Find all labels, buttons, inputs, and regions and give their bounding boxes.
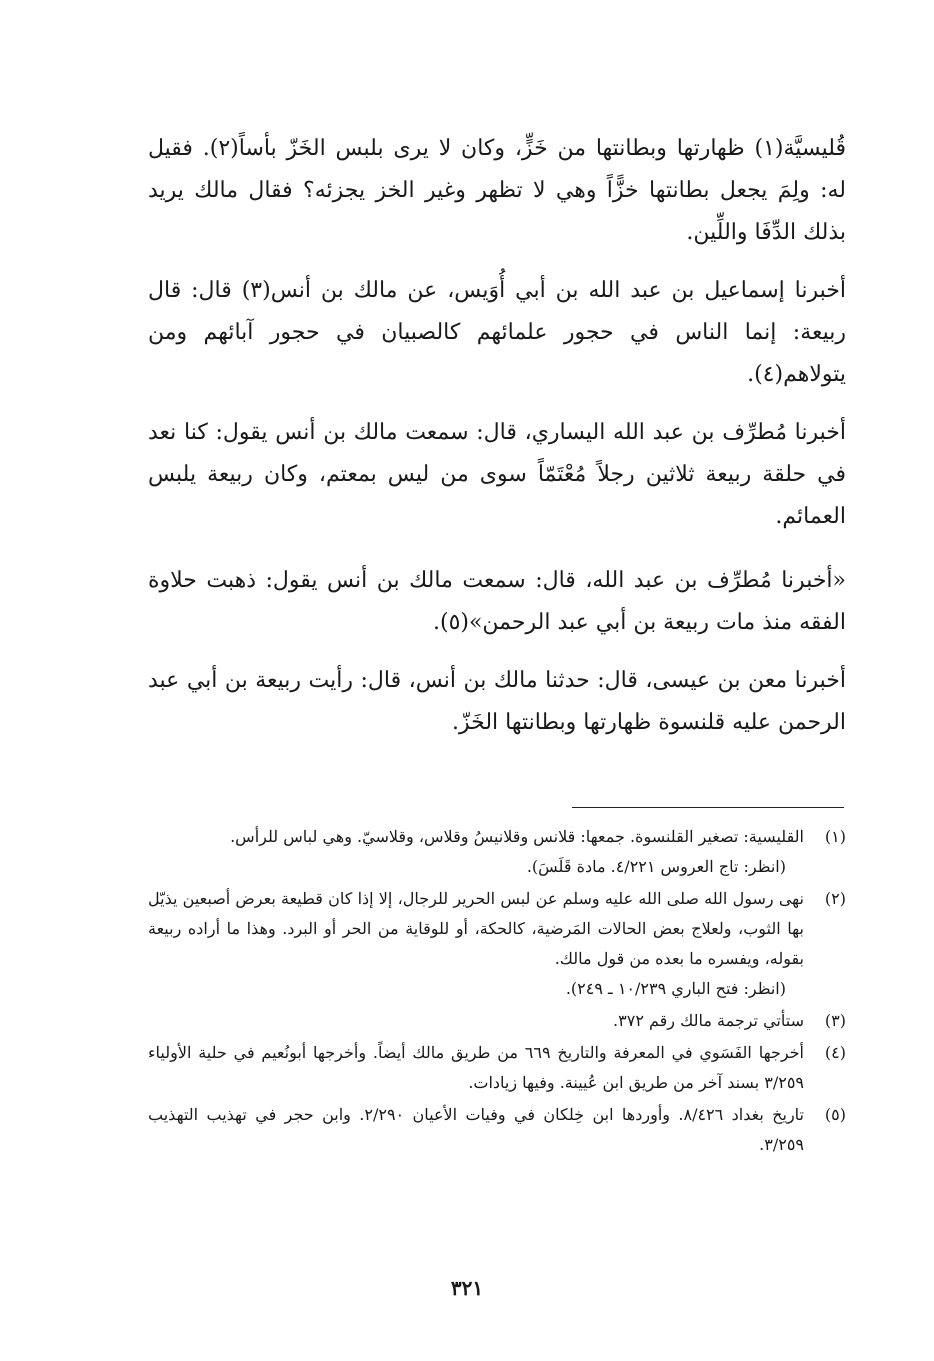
footnote-number: (٥) xyxy=(824,1105,846,1124)
footnote-5 xyxy=(148,1100,846,1160)
footnotes xyxy=(148,822,846,1162)
footnote-text: أخرجها الفَسَوي في المعرفة والتاريخ ٦٦٩ من طريق مالك أيضاً. وأخرجها أبونُعيم في حلية الأولياء ٣/٢٥٩ بسند آخر من طريق ابن عُيينة. وفيها زيادات. xyxy=(148,1043,804,1092)
paragraph-1: قُليسيَّة(١) ظهارتها وبطانتها من خَزٍّ، وكان لا يرى بلبس الخَزّ بأساً(٢). فقيل له: ولِمَ يجعل بطانتها خزًّاً وهي لا تظهر وغير الخز يجزئه؟ فقال مالك يريد بذلك الدِّفَا واللِّين. xyxy=(148,136,847,245)
paragraph-2: أخبرنا إسماعيل بن عبد الله بن أبي أُوَيس، عن مالك بن أنس(٣) قال: قال ربيعة: إنما الناس في حجور علمائهم كالصبيان في حجور آبائهم ومن يتولاهم(٤). xyxy=(148,278,846,387)
footnote-number: (١) xyxy=(824,827,846,846)
footnote-text: نهى رسول الله صلى الله عليه وسلم عن لبس الحرير للرجال، إلا إذا كان قطيعة بعرض أصبعين يذيّل بها الثوب، ولعلاج بعض الحالات المَرضية، كالحكة، أو للوقاية من الحر أو البرد. وهذا ما أراده ربيعة بقوله، ويفسره ما بعده من قول مالك. xyxy=(148,889,804,968)
footnote-text: تاريخ بغداد ٨/٤٢٦. وأوردها ابن خِلكان في وفيات الأعيان ٢/٢٩٠. وابن حجر في تهذيب التهذيب ٣/٢٥٩. xyxy=(148,1105,804,1154)
main-text xyxy=(148,128,846,760)
footnote-number: (٣) xyxy=(824,1011,846,1030)
footnote-4 xyxy=(148,1038,846,1098)
footnote-text: القليسية: تصغير القلنسوة. جمعها: قلانس وقلانيسُ وقلاس، وقلاسيّ. وهي لباس للرأس. xyxy=(230,827,804,846)
footnote-1 xyxy=(148,822,846,882)
paragraph-5: أخبرنا معن بن عيسى، قال: حدثنا مالك بن أنس، قال: رأيت ربيعة بن أبي عبد الرحمن عليه قلنسوة ظهارتها وبطانتها الخَزّ. xyxy=(148,668,846,735)
footnote-number: (٢) xyxy=(824,889,846,908)
paragraph-4: «أخبرنا مُطرِّف بن عبد الله، قال: سمعت مالك بن أنس يقول: ذهبت حلاوة الفقه منذ مات ربيعة بن أبي عبد الرحمن»(٥). xyxy=(148,568,846,635)
footnote-3 xyxy=(148,1006,846,1036)
page-number: ٣٢١ xyxy=(450,1276,484,1300)
footnote-number: (٤) xyxy=(824,1043,846,1062)
footnote-reference: (انظر: تاج العروس ٤/٢٢١. مادة قَلَسَ). xyxy=(526,857,786,876)
paragraph-3: أخبرنا مُطرِّف بن عبد الله اليساري، قال: سمعت مالك بن أنس يقول: كنا نعد في حلقة ربيعة ثلاثين رجلاً مُعْتَمّاً سوى من ليس بمعتم، وكان ربيعة يلبس العمائم. xyxy=(148,420,846,529)
footnote-2 xyxy=(148,884,846,1004)
footnote-text: ستأتي ترجمة مالك رقم ٣٧٢. xyxy=(613,1011,804,1030)
footnote-divider xyxy=(572,807,844,808)
footnote-reference: (انظر: فتح الباري ١٠/٢٣٩ ـ ٢٤٩). xyxy=(565,979,786,998)
